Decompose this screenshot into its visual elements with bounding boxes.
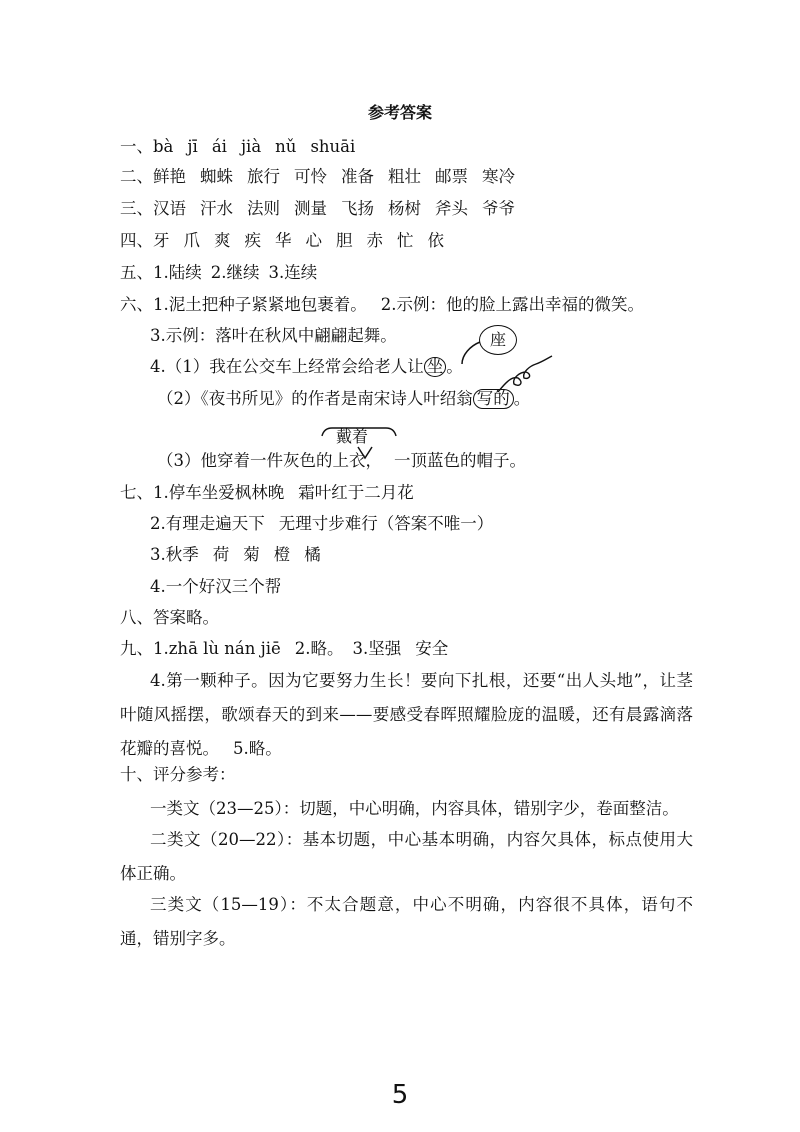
char: 爽 <box>214 231 231 250</box>
word: 蜘蛛 <box>200 167 233 186</box>
q5-label: 五、 <box>120 263 153 282</box>
word: 邮票 <box>435 167 468 186</box>
answer: 5.略。 <box>233 739 282 758</box>
item: 1.陆续 <box>153 263 202 282</box>
answer: 1.停车坐爱枫林晚 <box>153 483 285 502</box>
pinyin: bà <box>153 137 174 156</box>
pinyin: jià <box>240 137 262 156</box>
q2-label: 二、 <box>120 167 153 186</box>
word: 法则 <box>247 199 280 218</box>
insert-word: 戴着 <box>336 427 369 446</box>
answer: 橙 <box>273 545 291 564</box>
word: 准备 <box>341 167 374 186</box>
circled-delete: 写的 <box>473 389 514 409</box>
q9-label: 九、 <box>120 639 153 658</box>
word: 斧头 <box>435 199 468 218</box>
q6-label: 六、 <box>120 295 153 314</box>
answer: 2.示例：他的脸上露出幸福的微笑。 <box>380 295 644 314</box>
criteria-3: 三类文（15—19）：不太合题意，中心不明确，内容很不具体，语句不通，错别字多。 <box>120 895 693 948</box>
answer: 无理寸步难行（答案不唯一） <box>278 514 494 533</box>
item: 2.继续 <box>210 263 260 282</box>
pinyin: nǔ <box>275 137 297 156</box>
answer: 答案略。 <box>153 608 219 627</box>
q4-label: 四、 <box>120 231 153 250</box>
char: 胆 <box>336 231 353 250</box>
answer: 橘 <box>304 545 321 564</box>
answer: 4.（1）我在公交车上经常会给老人让 <box>150 357 424 376</box>
pinyin: shuāi <box>310 137 356 156</box>
criteria-1: 一类文（23—25）：切题，中心明确，内容具体，错别字少，卷面整洁。 <box>150 799 679 818</box>
answer: （3）他穿着一件灰色的上衣， <box>157 451 382 470</box>
answer: 1.泥土把种子紧紧地包裹着。 <box>153 295 367 314</box>
char: 依 <box>427 231 444 250</box>
answer: 。 <box>513 389 531 408</box>
answer: 3.秋季 <box>150 545 199 564</box>
word: 寒冷 <box>482 167 515 186</box>
answer: 4.第一颗种子。因为它要努力生长！要向下扎根，还要“出人头地”，让茎叶随风摇摆，歌颂春天的到来——要感受春晖照耀脸庞的温暖，还有晨露滴落花瓣的喜悦。 <box>120 671 693 758</box>
char: 心 <box>305 231 322 250</box>
char: 疾 <box>244 231 261 250</box>
correction-zuo: 座 <box>479 325 517 355</box>
char: 牙 <box>153 231 170 250</box>
answer: 2.略。 <box>294 639 344 658</box>
page-title: 参考答案 <box>367 103 432 122</box>
char: 赤 <box>366 231 383 250</box>
word: 爷爷 <box>482 199 515 218</box>
q7-label: 七、 <box>120 483 153 502</box>
char: 华 <box>275 231 292 250</box>
criteria-2: 二类文（20—22）：基本切题，中心基本明确，内容欠具体，标点使用大体正确。 <box>120 830 693 883</box>
answer: 一顶蓝色的帽子。 <box>394 451 526 470</box>
arrow-line <box>462 342 480 364</box>
word: 粗壮 <box>388 167 421 186</box>
answer: 1.zhā lù nán jiē <box>153 639 281 658</box>
brace-mark <box>322 428 396 436</box>
q1-label: 一、 <box>120 137 153 156</box>
word: 测量 <box>294 199 327 218</box>
word: 汗水 <box>200 199 233 218</box>
q7-line-4: 4.一个好汉三个帮 <box>150 577 282 596</box>
char: 忙 <box>397 231 414 250</box>
answer: 菊 <box>243 545 260 564</box>
answer: 安全 <box>415 639 449 658</box>
answer: 霜叶红于二月花 <box>298 483 414 502</box>
word: 鲜艳 <box>153 167 186 186</box>
word: 可怜 <box>294 167 327 186</box>
circled-error: 坐 <box>424 357 447 377</box>
char: 爪 <box>183 231 200 250</box>
word: 汉语 <box>153 199 186 218</box>
answer: 荷 <box>212 545 230 564</box>
pinyin: ái <box>211 137 227 156</box>
q10-label: 十、 <box>120 765 153 784</box>
answer: 3.坚强 <box>352 639 402 658</box>
word: 飞扬 <box>341 199 374 218</box>
q3-label: 三、 <box>120 199 153 218</box>
answer: 。 <box>446 357 463 376</box>
page-number: 5 <box>391 1080 409 1110</box>
caret-mark <box>358 447 372 458</box>
answer: （2）《夜书所见》的作者是南宋诗人叶绍翁 <box>157 389 473 408</box>
heading: 评分参考： <box>153 765 236 784</box>
q8-label: 八、 <box>120 608 153 627</box>
q6-line-3: 3.示例：落叶在秋风中翩翩起舞。 <box>150 326 397 345</box>
answer: 2.有理走遍天下 <box>150 514 265 533</box>
word: 杨树 <box>388 199 421 218</box>
pinyin: jī <box>187 137 198 156</box>
item: 3.连续 <box>268 263 318 282</box>
word: 旅行 <box>247 167 280 186</box>
delete-loop-mark <box>498 356 552 392</box>
